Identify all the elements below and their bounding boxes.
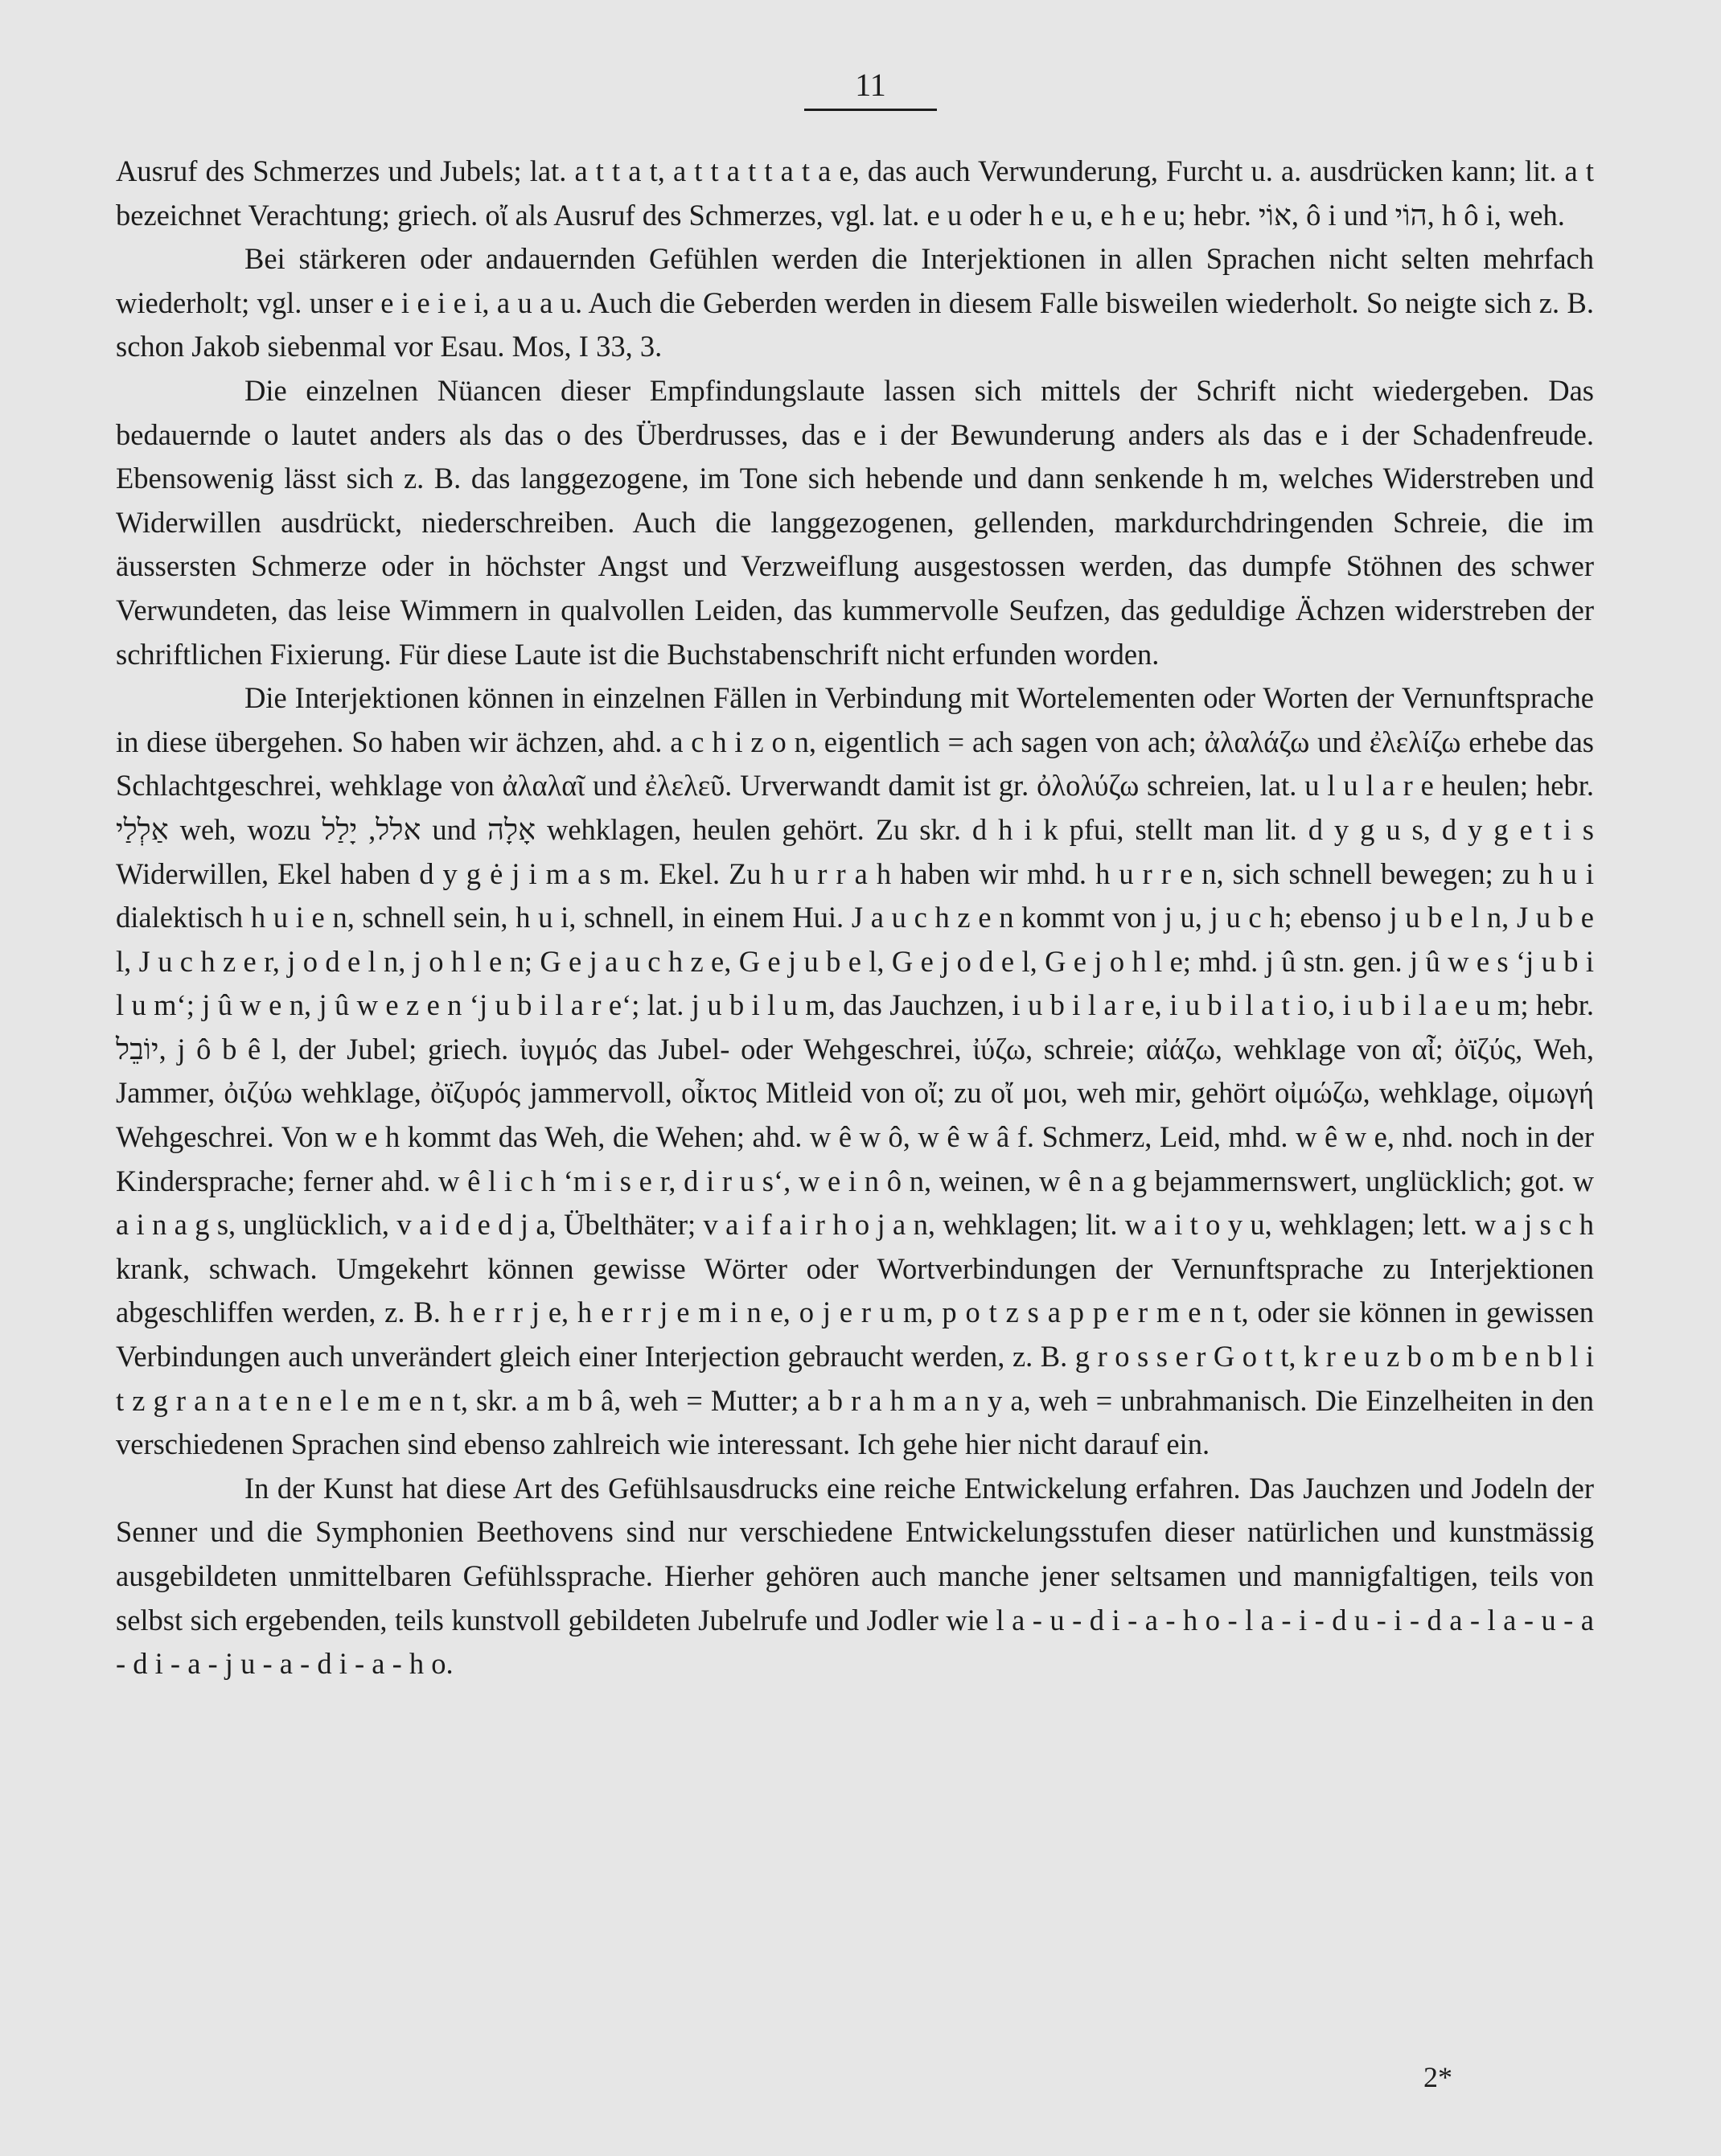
paragraph-word-elements: Die Interjektionen können in einzelnen Fällen in Verbindung mit Wortelementen oder Worten der Vernunftsprache in diese übergehen. So haben wir ächzen, ahd. a c h i z o n, eigentlich = ach sagen von ach; ἀλαλάζω und ἐλελίζω erhebe das Schlachtgeschrei, wehklage von ἀλαλαῖ und ἐλελεῦ. Urverwandt damit ist gr. ὀλολύζω schreien, lat. u l u l a r e heulen; hebr. אַלְלַי weh, wozu אלל, יָלַל und אָלָה wehklagen, heulen gehört. Zu skr. d h i k pfui, stellt man lit. d y g u s, d y g e t i s Widerwillen, Ekel haben d y g ė j i m a s m. Ekel. Zu h u r r a h haben wir mhd. h u r r e n, sich schnell bewegen; zu h u i dialektisch h u i e n, schnell sein, h u i, schnell, in einem Hui. J a u c h z e n kommt von j u, j u c h; ebenso j u b e l n, J u b e l, J u c h z e r, j o d e l n, j o h l e n; G e j a u c h z e, G e j u b e l, G e j o d e l, G e j o h l e; mhd. j û stn. gen. j û w e s ‘j u b i l u m‘; j û w e n, j û w e z e n ‘j u b i l a r e‘; lat. j u b i l u m, das Jauchzen, i u b i l a r e, i u b i l a t i o, i u b i l a e u m; hebr. יוֹבֵל, j ô b ê l, der Jubel; griech. ἰυγμός das Jubel- oder Wehgeschrei, ἰύζω, schreie; αἰάζω, wehklage von αἶ; ὀϊζύς, Weh, Jammer, ὀιζύω wehklage, ὀϊζυρός jammervoll, οἶκτος Mitleid von οἴ; zu οἴ μοι, weh mir, gehört οἰμώζω, wehklage, οἰμωγή Wehgeschrei. Von w e h kommt das Weh, die Wehen; ahd. w ê w ô, w ê w â f. Schmerz, Leid, mhd. w ê w e, nhd. noch in der Kindersprache; ferner ahd. w ê l i c h ‘m i s e r, d i r u s‘, w e i n ô n, weinen, w ê n a g bejammernswert, unglücklich; got. w a i n a g s, unglücklich, v a i d e d j a, Übelthäter; v a i f a i r h o j a n, wehklagen; lit. w a i t o y u, wehklagen; lett. w a j s c h krank, schwach. Umgekehrt können gewisse Wörter oder Wortverbindungen der Vernunftsprache zu Interjektionen abgeschliffen werden, z. B. h e r r j e, h e r r j e m i n e, o j e r u m, p o t z s a p p e r m e n t, oder sie können in gewissen Verbindungen auch unverändert gleich einer Interjection gebraucht werden, z. B. g r o s s e r G o t t, k r e u z b o m b e n b l i t z g r a n a t e n e l e m e n t, skr. a m b â, weh = Mutter; a b r a h m a n y a, weh = unbrahmanisch. Die Einzelheiten in den verschiedenen Sprachen sind ebenso zahlreich wie interessant. Ich gehe hier nicht darauf ein. bbox=[116, 681, 1595, 1461]
body-text bbox=[116, 150, 1594, 1686]
paragraph-repetition: Bei stärkeren oder andauernden Gefühlen werden die Interjektionen in allen Sprachen nicht selten mehrfach wiederholt; vgl. unser e i e i e i, a u a u. Auch die Geberden werden in diesem Falle bisweilen wiederholt. So neigte sich z. B. schon Jakob siebenmal vor Esau. Mos, I 33, 3. bbox=[116, 242, 1594, 363]
paragraph-art: In der Kunst hat diese Art des Gefühlsausdrucks eine reiche Entwickelung erfahren. Das Jauchzen und Jodeln der Senner und die Symphonien Beethovens sind nur verschiedene Entwickelungsstufen dieser natürlichen und kunstmässig ausgebildeten unmittelbaren Gefühlssprache. Hierher gehören auch manche jener seltsamen und mannigfaltigen, teils von selbst sich ergebenden, teils kunstvoll gebildeten Jubelrufe und Jodler wie l a - u - d i - a - h o - l a - i - d u - i - d a - l a - u - a - d i - a - j u - a - d i - a - h o. bbox=[116, 1471, 1594, 1681]
paragraph-nuances: Die einzelnen Nüancen dieser Empfindungslaute lassen sich mittels der Schrift nicht wiedergeben. Das bedauernde o lautet anders als das o des Überdrusses, das e i der Bewunderung anders als das e i der Schadenfreude. Ebensowenig lässt sich z. B. das langgezogene, im Tone sich hebende und dann senkende h m, welches Widerstreben und Widerwillen ausdrückt, niederschreiben. Auch die langgezogenen, gellenden, markdurchdringenden Schreie, die im äussersten Schmerze oder in höchster Angst und Verzweiflung ausgestossen werden, das dumpfe Stöhnen des schwer Verwundeten, das leise Wimmern in qualvollen Leiden, das kummervolle Seufzen, das geduldige Ächzen widerstreben der schriftlichen Fixierung. Für diese Laute ist die Buchstabenschrift nicht erfunden worden. bbox=[116, 373, 1594, 671]
signature-mark: 2* bbox=[1423, 2061, 1452, 2093]
paragraph-interjection-examples: Ausruf des Schmerzes und Jubels; lat. a t t a t, a t t a t t a t a e, das auch Verwunderung, Furcht u. a. ausdrücken kann; lit. a t bezeichnet Verachtung; griech. οἴ als Ausruf des Schmerzes, vgl. lat. e u oder h e u, e h e u; hebr. אוֹי, ô i und הוֹי, h ô i, weh. bbox=[116, 154, 1594, 232]
page-number: 11 bbox=[804, 66, 937, 111]
